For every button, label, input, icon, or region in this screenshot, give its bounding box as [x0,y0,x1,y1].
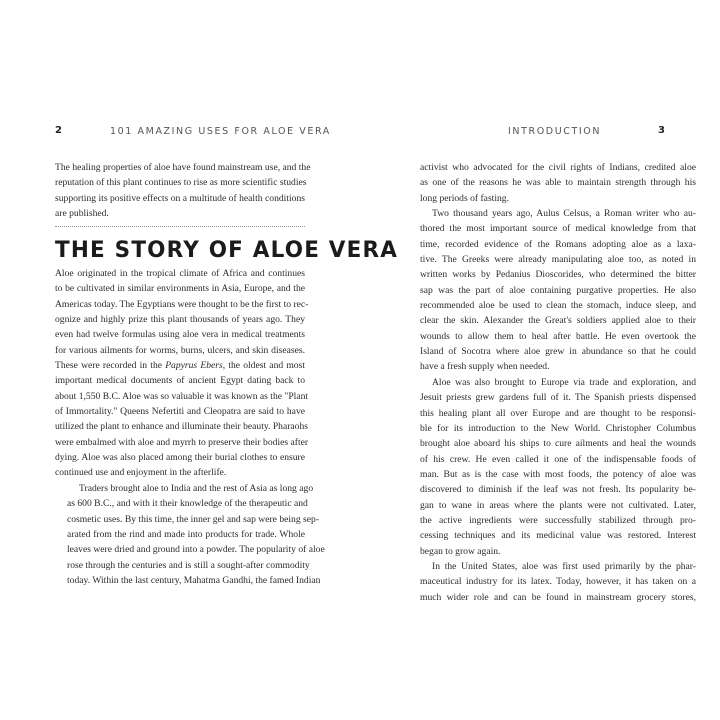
text-line: ognize and highly prize this plant thousands of years ago. They [55,314,305,326]
text-fragment: These were recorded in the [55,360,166,372]
text-line: In the United States, aloe was first used primarily by the phar- [432,560,696,572]
text-line: Americas today. The Egyptians were thought to be the first to rec- [55,298,309,310]
text-line: as one of the reasons he was able to maintain strength through his [420,177,696,189]
text-line: thored the most important source of medical knowledge from that [420,223,696,235]
intro-paragraph [55,160,311,221]
text-line: long periods of fasting. [420,192,509,204]
text-line: written works by Pedanius Dioscorides, who determined the bitter [420,269,696,281]
text-line: time, recorded evidence of the Romans adopting aloe as a laxa- [420,238,696,250]
text-line [55,358,305,373]
body-text [55,266,325,588]
text-line: cosmetic uses. By this time, the inner gel and sap were being sep- [67,513,320,525]
text-line: Jesuit priests grew gardens full of it. The Spanish priests dispensed [420,392,696,404]
text-line: Traders brought aloe to India and the rest of Asia as long ago [79,482,314,494]
text-line: tive. The Greeks were already manipulating aloe too, as noted in [420,254,696,266]
text-line: activist who advocated for the civil rights of Indians, credited aloe [420,162,696,173]
paragraph [420,375,696,559]
text-line: leaves were dried and ground into a powder. The popularity of aloe [67,544,325,556]
text-line: wounds to allow them to heal after battle. He even overtook the [420,330,696,342]
page-number: 2 [55,125,62,136]
text-line: much wider role and can be found in mainstream grocery stores, [420,591,696,603]
text-line: Island of Socotra where aloe grew in abundance so that he could [420,346,696,358]
paragraph [420,559,696,605]
text-line: for various ailments for worms, burns, ulcers, and skin diseases. [55,344,305,356]
text-line: were embalmed with aloe and myrrh to preserve their bodies after [55,436,309,448]
running-head: 101 AMAZING USES FOR ALOE VERA [110,126,331,137]
text-line: gan to wane in areas where the plants were not cultivated. Later, [420,499,696,511]
paragraph [420,206,696,375]
page-number: 3 [658,125,665,136]
text-line: began to grow again. [420,545,501,557]
text-line: Aloe was also brought to Europe via trade and exploration, and [432,376,696,388]
text-line: as 600 B.C., and with it their knowledge of the therapeutic and [67,498,308,510]
text-line: maceutical industry for its latex. Today, however, it has taken on a [420,576,696,588]
section-heading: THE STORY OF ALOE VERA [55,236,399,264]
text-line: discovered to diminish if the leaf was not fresh. Its popularity be- [420,484,696,496]
dotted-divider [55,226,305,227]
text-line: of Immortality." Queens Nefertiti and Cleopatra are said to have [55,406,305,418]
book-title-italic: Papyrus Ebers [165,360,223,372]
text-line: of his crew. He even called it one of the indispensable foods of [420,453,696,465]
text-line: supporting its positive effects on a multitude of health conditions [55,192,305,204]
text-line: brought aloe aboard his ships to cure ailments and heal the wounds [420,438,696,450]
text-line: rose through the centuries and is still a sought-after commodity [67,559,310,571]
text-line: reputation of this plant continues to rise as more scientific studies [55,177,307,189]
text-line: important medical documents of ancient Egypt dating back to [55,375,305,387]
text-line: clear the skin. Alexander the Great's soldiers applied aloe to their [420,315,696,327]
text-line: dying. Aloe was also placed among their burial clothes to ensure [55,452,305,464]
text-line: Aloe originated in the tropical climate of Africa and continues [55,268,305,279]
text-line: about 1,550 B.C. Aloe was so valuable it was known as the "Plant [55,390,309,402]
text-line: this healing plant all over Europe and are thought to be responsi- [420,407,696,419]
text-line: to be cultivated in similar environments in Asia, Europe, and the [55,283,305,295]
text-line: recommended aloe be used to clean the stomach, induce sleep, and [420,300,696,312]
text-line: even had twelve formulas using aloe vera in medical treatments [55,329,305,341]
body-text [420,160,696,605]
text-line: Two thousand years ago, Aulus Celsus, a Roman writer who au- [432,208,696,220]
text-line: have a fresh supply when needed. [420,361,550,373]
running-head: INTRODUCTION [508,126,602,137]
text-line: arated from the rind and made into products for trade. Whole [67,528,305,540]
text-line: the active ingredients were successfully stabilized through pro- [420,514,696,526]
text-line: man. But as is the case with most foods, the potency of aloe was [420,468,696,480]
text-line: The healing properties of aloe have found mainstream use, and the [55,162,311,173]
text-line: utilized the plant to enhance and illuminate their beauty. Pharaohs [55,421,308,433]
text-line: cessing techniques and its medicinal value was restored. Interest [420,530,696,542]
text-line: are published. [55,208,109,220]
text-line: sap was the part of aloe containing purgative properties. He also [420,284,696,296]
right-page [360,0,720,720]
text-line: continued use and enjoyment in the afterlife. [55,467,227,479]
text-line: today. Within the last century, Mahatma Gandhi, the famed Indian [67,574,321,586]
paragraph [420,160,696,206]
paragraph [55,481,325,588]
paragraph [55,266,309,481]
text-fragment: , the oldest and most [222,360,305,372]
text-line: ble for its introduction to the New World. Christopher Columbus [420,422,696,434]
